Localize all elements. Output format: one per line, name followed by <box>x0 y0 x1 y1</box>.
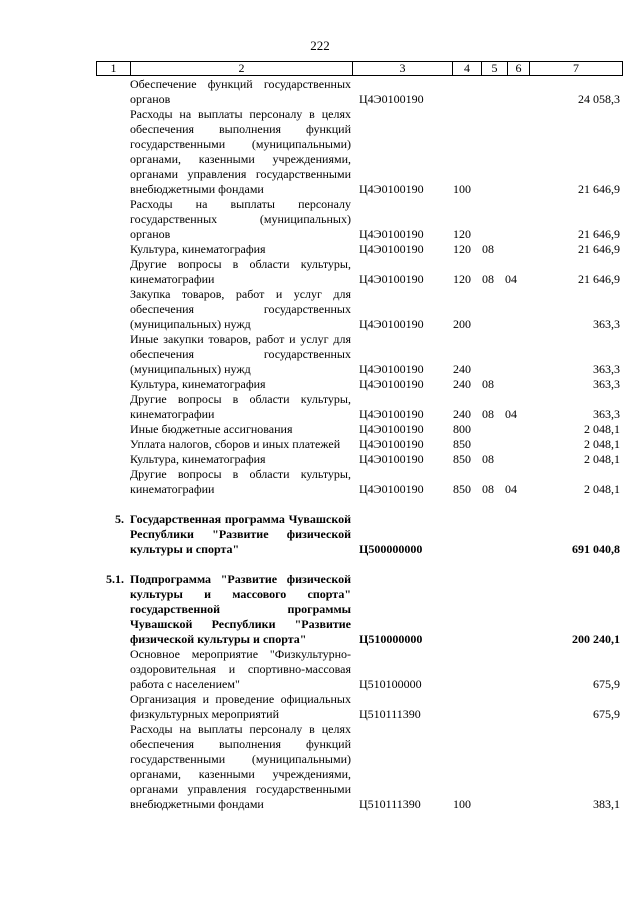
expense-type-code: 120 <box>453 227 471 241</box>
expense-type-code: 240 <box>453 377 471 391</box>
section-code: 08 <box>482 272 494 286</box>
section-code: 08 <box>482 452 494 466</box>
expense-type-code: 850 <box>453 452 471 466</box>
expense-type-code: 240 <box>453 407 471 421</box>
target-article-code: Ц510000000 <box>359 632 423 646</box>
row-number <box>0 377 130 392</box>
row-number <box>0 392 130 422</box>
row-number <box>0 422 130 437</box>
amount: 24 058,3 <box>578 92 620 106</box>
row-name: Организация и проведение официальных физкультурных мероприятий <box>130 692 351 721</box>
target-article-code: Ц510100000 <box>359 677 422 691</box>
target-article-code: Ц4Э0100190 <box>359 482 424 496</box>
row-number <box>0 287 130 332</box>
target-article-code: Ц4Э0100190 <box>359 407 424 421</box>
target-article-code: Ц4Э0100190 <box>359 272 424 286</box>
column-header: 3 <box>353 62 453 76</box>
column-header-row <box>97 62 623 76</box>
table-row <box>0 392 640 422</box>
row-number <box>0 452 130 467</box>
row-name: Иные бюджетные ассигнования <box>130 422 293 436</box>
amount: 21 646,9 <box>578 242 620 256</box>
row-name: Расходы на выплаты персоналу государственных (муниципальных) органов <box>130 197 351 241</box>
expense-type-code: 850 <box>453 482 471 496</box>
row-number <box>0 107 130 197</box>
row-name: Подпрограмма "Развитие физической культуры и массового спорта" государственной программы Чувашской Республики "Развитие физической культуры и спорта" <box>130 572 351 646</box>
amount: 363,3 <box>593 407 620 421</box>
expense-type-code: 120 <box>453 242 471 256</box>
row-name: Культура, кинематография <box>130 242 266 256</box>
table-row <box>0 452 640 467</box>
expense-type-code: 100 <box>453 797 471 811</box>
table-row <box>0 257 640 287</box>
amount: 200 240,1 <box>572 632 620 646</box>
table-row <box>0 332 640 377</box>
amount: 21 646,9 <box>578 182 620 196</box>
target-article-code: Ц510111390 <box>359 797 421 811</box>
column-header: 6 <box>508 62 530 76</box>
row-name: Расходы на выплаты персоналу в целях обеспечения выполнения функций государственными (муниципальными) органами, казенными учреждениями, органами управления государственными внебюджетными фондами <box>130 722 351 811</box>
row-name: Другие вопросы в области культуры, кинематографии <box>130 467 351 496</box>
expense-type-code: 120 <box>453 272 471 286</box>
row-name: Обеспечение функций государственных органов <box>130 77 351 106</box>
table-row <box>0 377 640 392</box>
row-name: Другие вопросы в области культуры, кинематографии <box>130 392 351 421</box>
target-article-code: Ц4Э0100190 <box>359 362 424 376</box>
row-number <box>0 692 130 722</box>
row-number <box>0 722 130 812</box>
amount: 363,3 <box>593 317 620 331</box>
column-header: 1 <box>97 62 131 76</box>
row-name: Закупка товаров, работ и услуг для обеспечения государственных (муниципальных) нужд <box>130 287 351 331</box>
section-code: 08 <box>482 482 494 496</box>
subsection-code: 04 <box>505 407 517 421</box>
row-number <box>0 467 130 497</box>
table-row <box>0 692 640 722</box>
amount: 21 646,9 <box>578 227 620 241</box>
section-code: 08 <box>482 242 494 256</box>
row-number: 5.1. <box>106 572 124 586</box>
table-row <box>0 422 640 437</box>
row-number <box>0 77 130 107</box>
row-name: Расходы на выплаты персоналу в целях обеспечения выполнения функций государственными (муниципальными) органами, казенными учреждениями, органами управления государственными внебюджетными фондами <box>130 107 351 196</box>
row-number <box>0 197 130 242</box>
target-article-code: Ц4Э0100190 <box>359 422 424 436</box>
expense-type-code: 200 <box>453 317 471 331</box>
amount: 675,9 <box>593 707 620 721</box>
column-header: 5 <box>482 62 508 76</box>
target-article-code: Ц4Э0100190 <box>359 227 424 241</box>
target-article-code: Ц4Э0100190 <box>359 92 424 106</box>
amount: 363,3 <box>593 362 620 376</box>
row-number <box>0 242 130 257</box>
amount: 21 646,9 <box>578 272 620 286</box>
page-number: 222 <box>310 38 330 53</box>
table-row <box>0 437 640 452</box>
target-article-code: Ц4Э0100190 <box>359 437 424 451</box>
row-number <box>0 332 130 377</box>
target-article-code: Ц500000000 <box>359 542 423 556</box>
row-number <box>0 437 130 452</box>
row-name: Государственная программа Чувашской Республики "Развитие физической культуры и спорта" <box>130 512 351 556</box>
row-name: Основное мероприятие "Физкультурно-оздоровительная и спортивно-массовая работа с населением" <box>130 647 351 691</box>
target-article-code: Ц4Э0100190 <box>359 317 424 331</box>
table-row <box>0 287 640 332</box>
section-code: 08 <box>482 407 494 421</box>
table-row <box>0 242 640 257</box>
row-name: Другие вопросы в области культуры, кинематографии <box>130 257 351 286</box>
row-number <box>0 647 130 692</box>
column-header: 7 <box>530 62 623 76</box>
table-row <box>0 77 640 107</box>
expense-type-code: 100 <box>453 182 471 196</box>
expense-type-code: 850 <box>453 437 471 451</box>
row-name: Культура, кинематография <box>130 377 266 391</box>
amount: 2 048,1 <box>584 437 620 451</box>
expense-type-code: 800 <box>453 422 471 436</box>
table-row <box>0 467 640 497</box>
target-article-code: Ц510111390 <box>359 707 421 721</box>
budget-table-body <box>0 77 640 812</box>
table-row <box>0 647 640 692</box>
row-name: Культура, кинематография <box>130 452 266 466</box>
amount: 675,9 <box>593 677 620 691</box>
target-article-code: Ц4Э0100190 <box>359 242 424 256</box>
expense-type-code: 240 <box>453 362 471 376</box>
table-row <box>0 197 640 242</box>
column-header: 4 <box>453 62 482 76</box>
amount: 2 048,1 <box>584 452 620 466</box>
column-header-table <box>96 61 623 76</box>
target-article-code: Ц4Э0100190 <box>359 182 424 196</box>
table-row <box>0 572 640 647</box>
row-name: Уплата налогов, сборов и иных платежей <box>130 437 341 451</box>
table-row <box>0 722 640 812</box>
amount: 691 040,8 <box>572 542 620 556</box>
target-article-code: Ц4Э0100190 <box>359 452 424 466</box>
amount: 2 048,1 <box>584 482 620 496</box>
amount: 363,3 <box>593 377 620 391</box>
row-number: 5. <box>115 512 124 526</box>
row-name: Иные закупки товаров, работ и услуг для обеспечения государственных (муниципальных) нужд <box>130 332 351 376</box>
row-number <box>0 257 130 287</box>
subsection-code: 04 <box>505 272 517 286</box>
table-row <box>0 107 640 197</box>
amount: 2 048,1 <box>584 422 620 436</box>
target-article-code: Ц4Э0100190 <box>359 377 424 391</box>
section-code: 08 <box>482 377 494 391</box>
table-row <box>0 512 640 557</box>
subsection-code: 04 <box>505 482 517 496</box>
amount: 383,1 <box>593 797 620 811</box>
column-header: 2 <box>131 62 353 76</box>
